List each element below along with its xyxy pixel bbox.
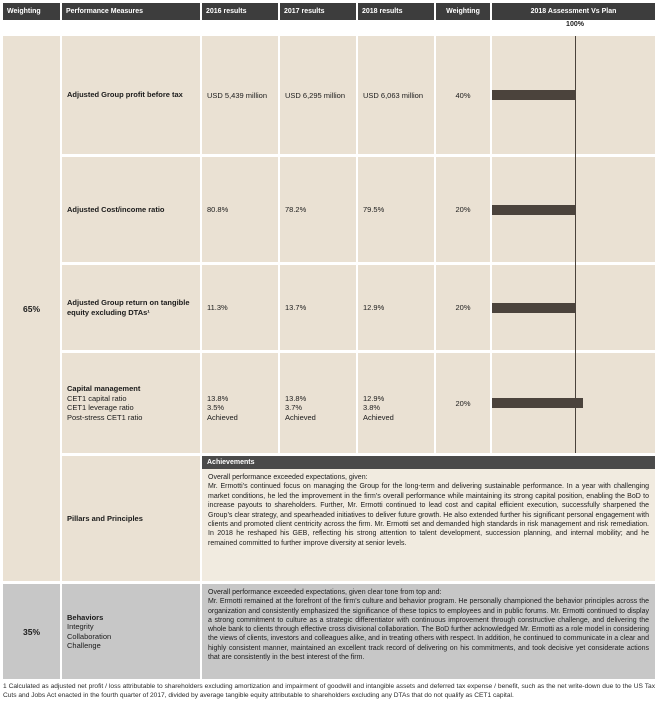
value-line: 3.8% [363,403,381,412]
assessment-reference-line [575,36,576,453]
measure-cell [62,36,200,154]
achievements-text [202,469,655,552]
assessment-cell [492,36,655,154]
value-2016 [202,353,278,453]
achievements-intro: Overall performance exceeded expectations, given: [208,474,368,481]
value-2018: 79.5% [358,157,434,262]
measure-subline: Collaboration [67,631,112,641]
achievements-body: Mr. Ermotti’s continued focus on managing the Group for the long-term and delivering sustainable performance. In a year with challenging market conditions, he led the improvement in the firm’s overall performance while maintaining its strong capital position, enabling the BoD to increase payouts to shareholders. Further, Mr. Ermotti continued to lead cost and capital efficient execution, successfully sharpened the Group’s clear strategy, and spearheaded initiatives to deliver future growth. He also extended further his significant personal engagement with clients and promoted client centricity across the firm. Mr. Ermotti set and demanded high standards in risk management and risk remediation. In 2018 he reshaped his GEB, reflecting his strong attention to talent development, succession planning, and internal mobility; and he remained committed to further improve diversity at senior levels. [208,483,649,547]
header-2017-results: 2017 results [280,3,356,20]
measure-label: Pillars and Principles [67,513,143,523]
value-line: 13.8% [207,393,229,403]
spacer [207,384,208,394]
assessment-bar [492,303,575,313]
row-cost-income-ratio [62,157,655,262]
measure-rows [62,36,655,679]
value-line: 13.8% [285,393,307,403]
row-pillars-and-principles [62,456,655,581]
measure-label: Adjusted Group profit before tax [67,90,183,100]
achievements-panel [202,456,655,581]
assessment-bar [492,398,583,408]
value-line: Achieved [363,412,394,422]
measure-subline: CET1 leverage ratio [67,403,134,412]
row-profit-before-tax [62,36,655,154]
assessment-cell [492,265,655,350]
value-line: 3.5% [207,403,225,412]
value-2018: USD 6,063 million [358,36,434,154]
row-behaviors [62,584,655,679]
value-line: Achieved [207,412,238,422]
scale-band [3,20,655,36]
measure-label: Capital management [67,384,141,393]
value-2016: 80.8% [202,157,278,262]
behaviors-intro: Overall performance exceeded expectations, given clear tone from top and: [208,589,442,596]
assessment-cell [492,353,655,453]
value-2018 [358,353,434,453]
value-line: Achieved [285,412,316,422]
assessment-bar [492,205,575,215]
value-line: 3.7% [285,403,303,412]
spacer [285,384,286,394]
row-weight: 20% [436,265,490,350]
measure-label: Adjusted Group return on tangible equity excluding DTAs¹ [67,298,190,317]
row-weight: 20% [436,157,490,262]
value-2017: 13.7% [280,265,356,350]
value-2017: 78.2% [280,157,356,262]
value-2017: USD 6,295 million [280,36,356,154]
measure-cell [62,584,200,679]
value-2017 [280,353,356,453]
behaviors-body: Mr. Ermotti remained at the forefront of the firm’s culture and behavior program. He personally championed the behavior principles across the organization and consistently emphasized the significance of these topics to employees and in public forums. Mr. Ermotti continued to display a strong commitment to culture as a strategic differentiator with continuous improvement through constructive challenge, and delivering the whole bank to clients through effective cross divisional collaboration. The BoD further acknowledged Mr. Ermotti as a role model in considering the views of clients, investors and colleagues alike, and in treating others with respect. In addition, he continued to communicate in a clear and highly consistent manner, maintained an excellent track record of delivering on his commitments, and took decisive yet considerate actions that are consistently in the best interest of the firm. [208,598,649,662]
measure-subline: Post-stress CET1 ratio [67,412,143,422]
header-2016-results: 2016 results [202,3,278,20]
header-weighting: Weighting [3,3,60,20]
header-weighting-right: Weighting [436,3,490,20]
value-line: 12.9% [363,393,385,403]
header-2018-results: 2018 results [358,3,434,20]
weighting-column [3,36,60,679]
row-weight: 20% [436,353,490,453]
achievements-panel-title: Achievements [202,456,655,469]
value-2016: USD 5,439 million [202,36,278,154]
assessment-bar [492,90,575,100]
table-header [3,3,655,20]
measure-cell [62,265,200,350]
spacer [363,384,364,394]
footnote: 1 Calculated as adjusted net profit / loss attributable to shareholders excluding amortization and impairment of goodwill and intangible assets and deferred tax expense / benefit, such as the net write-down due to the US Tax Cuts and Jobs Act enacted in the fourth quarter of 2017, divided by average tangible equity attributable to shareholders excluding any DTAs that do not qualify as CET1 capital. [3,683,655,699]
row-return-on-tangible-equity [62,265,655,350]
scale-100-percent-label: 100% [566,21,584,28]
assessment-cell [492,157,655,262]
measure-cell [62,157,200,262]
weighting-35-cell: 35% [3,584,60,679]
row-weight: 40% [436,36,490,154]
measure-subline: CET1 capital ratio [67,393,127,403]
measure-subline: Integrity [67,622,94,631]
measure-cell [62,353,200,453]
measure-label: Adjusted Cost/income ratio [67,204,165,214]
measure-label: Behaviors [67,612,104,622]
row-capital-management [62,353,655,453]
header-performance-measures: Performance Measures [62,3,200,20]
behaviors-text [202,584,655,679]
weighting-65-cell: 65% [3,36,60,581]
value-2016: 11.3% [202,265,278,350]
header-assessment-vs-plan: 2018 Assessment Vs Plan [492,3,655,20]
table-body [3,36,655,679]
value-2018: 12.9% [358,265,434,350]
measure-subline: Challenge [67,641,101,650]
measure-cell [62,456,200,581]
